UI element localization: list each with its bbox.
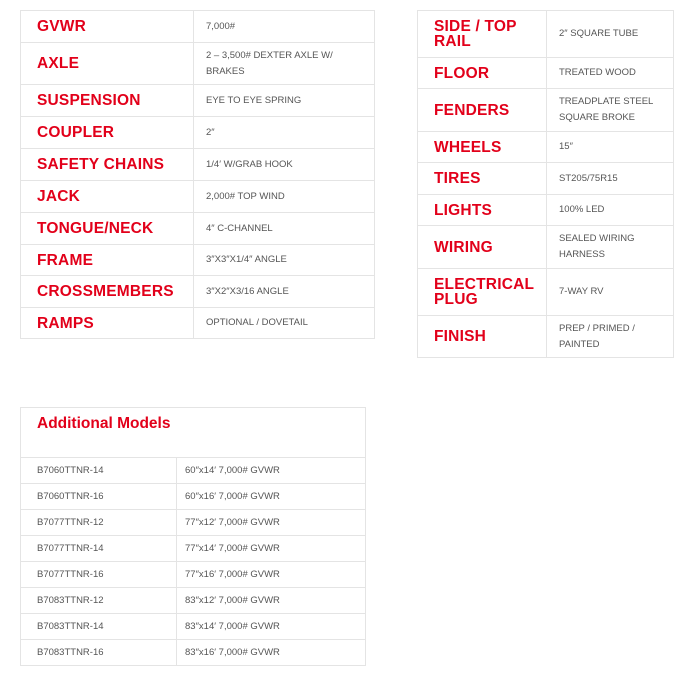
spec-row	[21, 85, 375, 117]
spec-row	[21, 276, 375, 308]
spec-row	[418, 58, 674, 89]
table-row	[21, 458, 366, 484]
model-number: B7083TTNR-16	[21, 640, 177, 666]
spec-label: SUSPENSION	[21, 85, 194, 117]
model-spec: 60″x14′ 7,000# GVWR	[177, 458, 366, 484]
spec-label: ELECTRICAL PLUG	[418, 269, 547, 316]
model-spec: 83″x12′ 7,000# GVWR	[177, 588, 366, 614]
model-spec: 77″x14′ 7,000# GVWR	[177, 536, 366, 562]
spec-value: 7,000#	[194, 11, 375, 43]
model-number: B7083TTNR-12	[21, 588, 177, 614]
spec-label: SIDE / TOP RAIL	[418, 11, 547, 58]
spec-label: LIGHTS	[418, 195, 547, 226]
spec-row	[418, 11, 674, 58]
spec-label: FENDERS	[418, 89, 547, 132]
spec-value: TREATED WOOD	[547, 58, 674, 89]
spec-label: JACK	[21, 181, 194, 213]
spec-value: TREADPLATE STEEL SQUARE BROKE	[547, 89, 674, 132]
spec-label: RAMPS	[21, 308, 194, 339]
spec-label: FRAME	[21, 245, 194, 276]
spec-value: EYE TO EYE SPRING	[194, 85, 375, 117]
spec-row	[21, 117, 375, 149]
model-number: B7077TTNR-12	[21, 510, 177, 536]
spec-row	[418, 163, 674, 195]
spec-label: SAFETY CHAINS	[21, 149, 194, 181]
spec-value: 2″	[194, 117, 375, 149]
spec-row	[418, 195, 674, 226]
spec-row	[418, 89, 674, 132]
spec-value: 3″X2″X3/16 ANGLE	[194, 276, 375, 308]
spec-row	[21, 213, 375, 245]
spec-label: AXLE	[21, 43, 194, 85]
spec-label: WHEELS	[418, 132, 547, 163]
table-row	[21, 588, 366, 614]
spec-label: WIRING	[418, 226, 547, 269]
model-number: B7060TTNR-16	[21, 484, 177, 510]
spec-value: 1/4′ W/GRAB HOOK	[194, 149, 375, 181]
spec-label: COUPLER	[21, 117, 194, 149]
spec-row	[21, 308, 375, 339]
spec-row	[21, 181, 375, 213]
spec-label: GVWR	[21, 11, 194, 43]
spec-value: 15″	[547, 132, 674, 163]
model-number: B7077TTNR-16	[21, 562, 177, 588]
spec-value: 2,000# TOP WIND	[194, 181, 375, 213]
model-number: B7077TTNR-14	[21, 536, 177, 562]
spec-row	[21, 245, 375, 276]
spec-label: CROSSMEMBERS	[21, 276, 194, 308]
spec-value: ST205/75R15	[547, 163, 674, 195]
spec-label: TONGUE/NECK	[21, 213, 194, 245]
spec-row	[21, 149, 375, 181]
additional-models-table	[20, 407, 366, 666]
spec-value: 100% LED	[547, 195, 674, 226]
spec-row	[418, 269, 674, 316]
spec-label: TIRES	[418, 163, 547, 195]
model-spec: 77″x16′ 7,000# GVWR	[177, 562, 366, 588]
model-spec: 83″x14′ 7,000# GVWR	[177, 614, 366, 640]
spec-value: SEALED WIRING HARNESS	[547, 226, 674, 269]
spec-label: FINISH	[418, 316, 547, 358]
additional-models-title: Additional Models	[21, 408, 366, 440]
models-spacer-row	[21, 439, 366, 458]
spec-value: 2″ SQUARE TUBE	[547, 11, 674, 58]
spec-table-right	[417, 10, 674, 358]
spec-table-left	[20, 10, 375, 339]
spec-row	[418, 316, 674, 358]
spec-value: 3″X3″X1/4″ ANGLE	[194, 245, 375, 276]
table-row	[21, 484, 366, 510]
spec-value: 2 – 3,500# DEXTER AXLE W/ BRAKES	[194, 43, 375, 85]
spec-value: 4″ C-CHANNEL	[194, 213, 375, 245]
model-spec: 60″x16′ 7,000# GVWR	[177, 484, 366, 510]
model-number: B7083TTNR-14	[21, 614, 177, 640]
spec-row	[418, 226, 674, 269]
spec-value: OPTIONAL / DOVETAIL	[194, 308, 375, 339]
table-row	[21, 536, 366, 562]
model-spec: 77″x12′ 7,000# GVWR	[177, 510, 366, 536]
table-row	[21, 562, 366, 588]
spec-value: 7-WAY RV	[547, 269, 674, 316]
spec-label: FLOOR	[418, 58, 547, 89]
table-row	[21, 510, 366, 536]
table-row	[21, 640, 366, 666]
models-header-row	[21, 408, 366, 440]
model-spec: 83″x16′ 7,000# GVWR	[177, 640, 366, 666]
spacer	[21, 439, 366, 458]
spec-row	[21, 43, 375, 85]
spec-value: PREP / PRIMED / PAINTED	[547, 316, 674, 358]
spec-row	[418, 132, 674, 163]
model-number: B7060TTNR-14	[21, 458, 177, 484]
table-row	[21, 614, 366, 640]
spec-row	[21, 11, 375, 43]
